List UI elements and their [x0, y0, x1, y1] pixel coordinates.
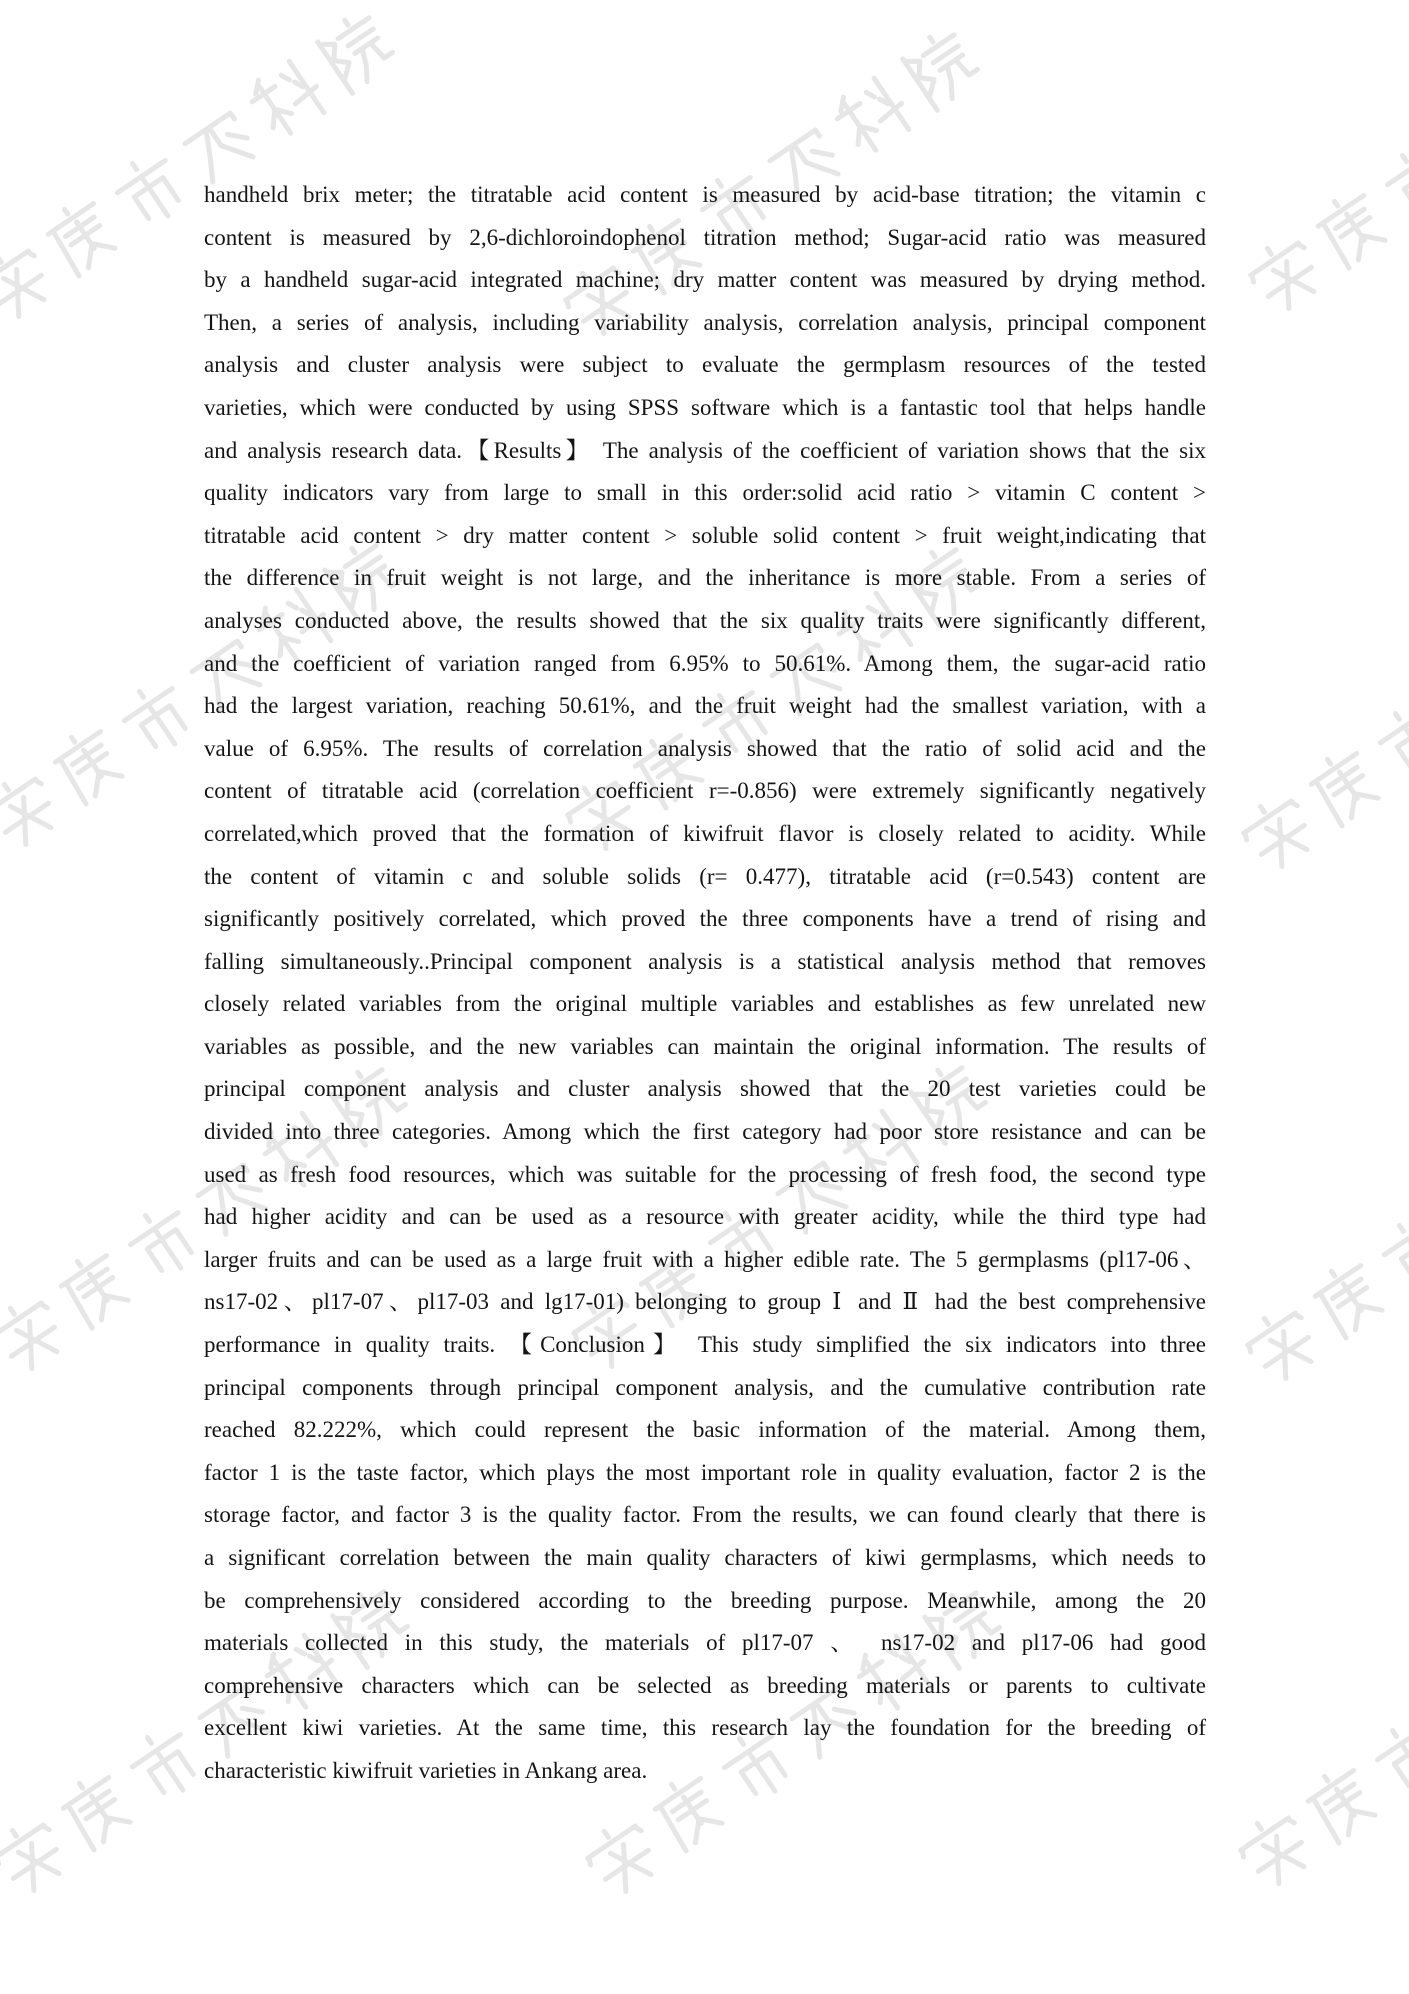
- text-line: excellent kiwi varieties. At the same time, this research lay the foundation for the breeding of: [204, 1715, 1206, 1741]
- text-line: quality indicators vary from large to small in this order:solid acid ratio > vitamin C content >: [204, 480, 1206, 506]
- text-line: falling simultaneously..Principal component analysis is a statistical analysis method that removes: [204, 948, 1206, 974]
- text-line: handheld brix meter; the titratable acid content is measured by acid-base titration; the vitamin c: [204, 182, 1206, 207]
- watermark: [1225, 1570, 1409, 1899]
- text-line: performance in quality traits. 【Conclusion】 This study simplified the six indicators into three: [204, 1332, 1206, 1358]
- text-line: principal components through principal component analysis, and the cumulative contribution rate: [204, 1374, 1206, 1400]
- text-line: value of 6.95%. The results of correlation analysis showed that the ratio of solid acid and the: [204, 735, 1206, 761]
- text-line: Then, a series of analysis, including variability analysis, correlation analysis, principal component: [204, 309, 1206, 335]
- text-line: divided into three categories. Among which the first category had poor store resistance and can be: [204, 1119, 1206, 1145]
- text-line: analyses conducted above, the results showed that the six quality traits were significantly different,: [204, 607, 1206, 633]
- text-line: varieties, which were conducted by using SPSS software which is a fantastic tool that helps handle: [204, 394, 1206, 420]
- text-line: reached 82.222%, which could represent the basic information of the material. Among them,: [204, 1417, 1206, 1443]
- text-line: factor 1 is the taste factor, which plays the most important role in quality evaluation, factor 2 is the: [204, 1459, 1206, 1485]
- text-line: a significant correlation between the main quality characters of kiwi germplasms, which needs to: [204, 1545, 1206, 1570]
- text-line: content of titratable acid (correlation coefficient r=-0.856) were extremely significantly negatively: [204, 778, 1206, 804]
- watermark: [1235, 0, 1409, 325]
- watermark: [1232, 1065, 1409, 1394]
- text-line: materials collected in this study, the materials of pl17-07 、 ns17-02 and pl17-06 had good: [204, 1630, 1206, 1656]
- text-line: and analysis research data.【Results】 The analysis of the coefficient of variation shows that the six: [204, 437, 1206, 463]
- text-line: by a handheld sugar-acid integrated machine; dry matter content was measured by drying method.: [204, 267, 1206, 293]
- text-line: larger fruits and can be used as a large fruit with a higher edible rate. The 5 germplasms (pl17-06、: [204, 1246, 1206, 1272]
- text-line: used as fresh food resources, which was suitable for the processing of fresh food, the second type: [204, 1161, 1206, 1187]
- text-line: be comprehensively considered according to the breeding purpose. Meanwhile, among the 20: [204, 1587, 1206, 1613]
- text-line: significantly positively correlated, which proved the three components have a trend of rising and: [204, 906, 1206, 932]
- watermark: [1228, 553, 1409, 882]
- text-line: ns17-02、pl17-07、pl17-03 and lg17-01) belonging to group Ⅰ and Ⅱ had the best comprehensive: [204, 1289, 1206, 1315]
- text-line: and the coefficient of variation ranged from 6.95% to 50.61%. Among them, the sugar-acid ratio: [204, 650, 1206, 676]
- text-line: the difference in fruit weight is not large, and the inheritance is more stable. From a series of: [204, 565, 1206, 591]
- text-line: variables as possible, and the new variables can maintain the original information. The results of: [204, 1033, 1206, 1059]
- text-line: had higher acidity and can be used as a resource with greater acidity, while the third type had: [204, 1204, 1206, 1230]
- text-line: comprehensive characters which can be selected as breeding materials or parents to cultivate: [204, 1672, 1206, 1698]
- abstract-text: [204, 174, 1206, 1793]
- text-line: correlated,which proved that the formation of kiwifruit flavor is closely related to acidity. While: [204, 820, 1206, 846]
- text-line: closely related variables from the original multiple variables and establishes as few unrelated new: [204, 991, 1206, 1017]
- text-line: titratable acid content > dry matter content > soluble solid content > fruit weight,indicating that: [204, 522, 1206, 548]
- text-line: storage factor, and factor 3 is the quality factor. From the results, we can found clearly that there is: [204, 1502, 1206, 1528]
- text-line: characteristic kiwifruit varieties in Ankang area.: [204, 1757, 648, 1783]
- text-line: content is measured by 2,6-dichloroindophenol titration method; Sugar-acid ratio was measured: [204, 224, 1206, 250]
- text-line: the content of vitamin c and soluble solids (r= 0.477), titratable acid (r=0.543) content are: [204, 863, 1206, 889]
- text-line: had the largest variation, reaching 50.61%, and the fruit weight had the smallest variation, with a: [204, 693, 1206, 719]
- text-line: analysis and cluster analysis were subject to evaluate the germplasm resources of the tested: [204, 352, 1206, 378]
- text-line: principal component analysis and cluster analysis showed that the 20 test varieties could be: [204, 1076, 1206, 1102]
